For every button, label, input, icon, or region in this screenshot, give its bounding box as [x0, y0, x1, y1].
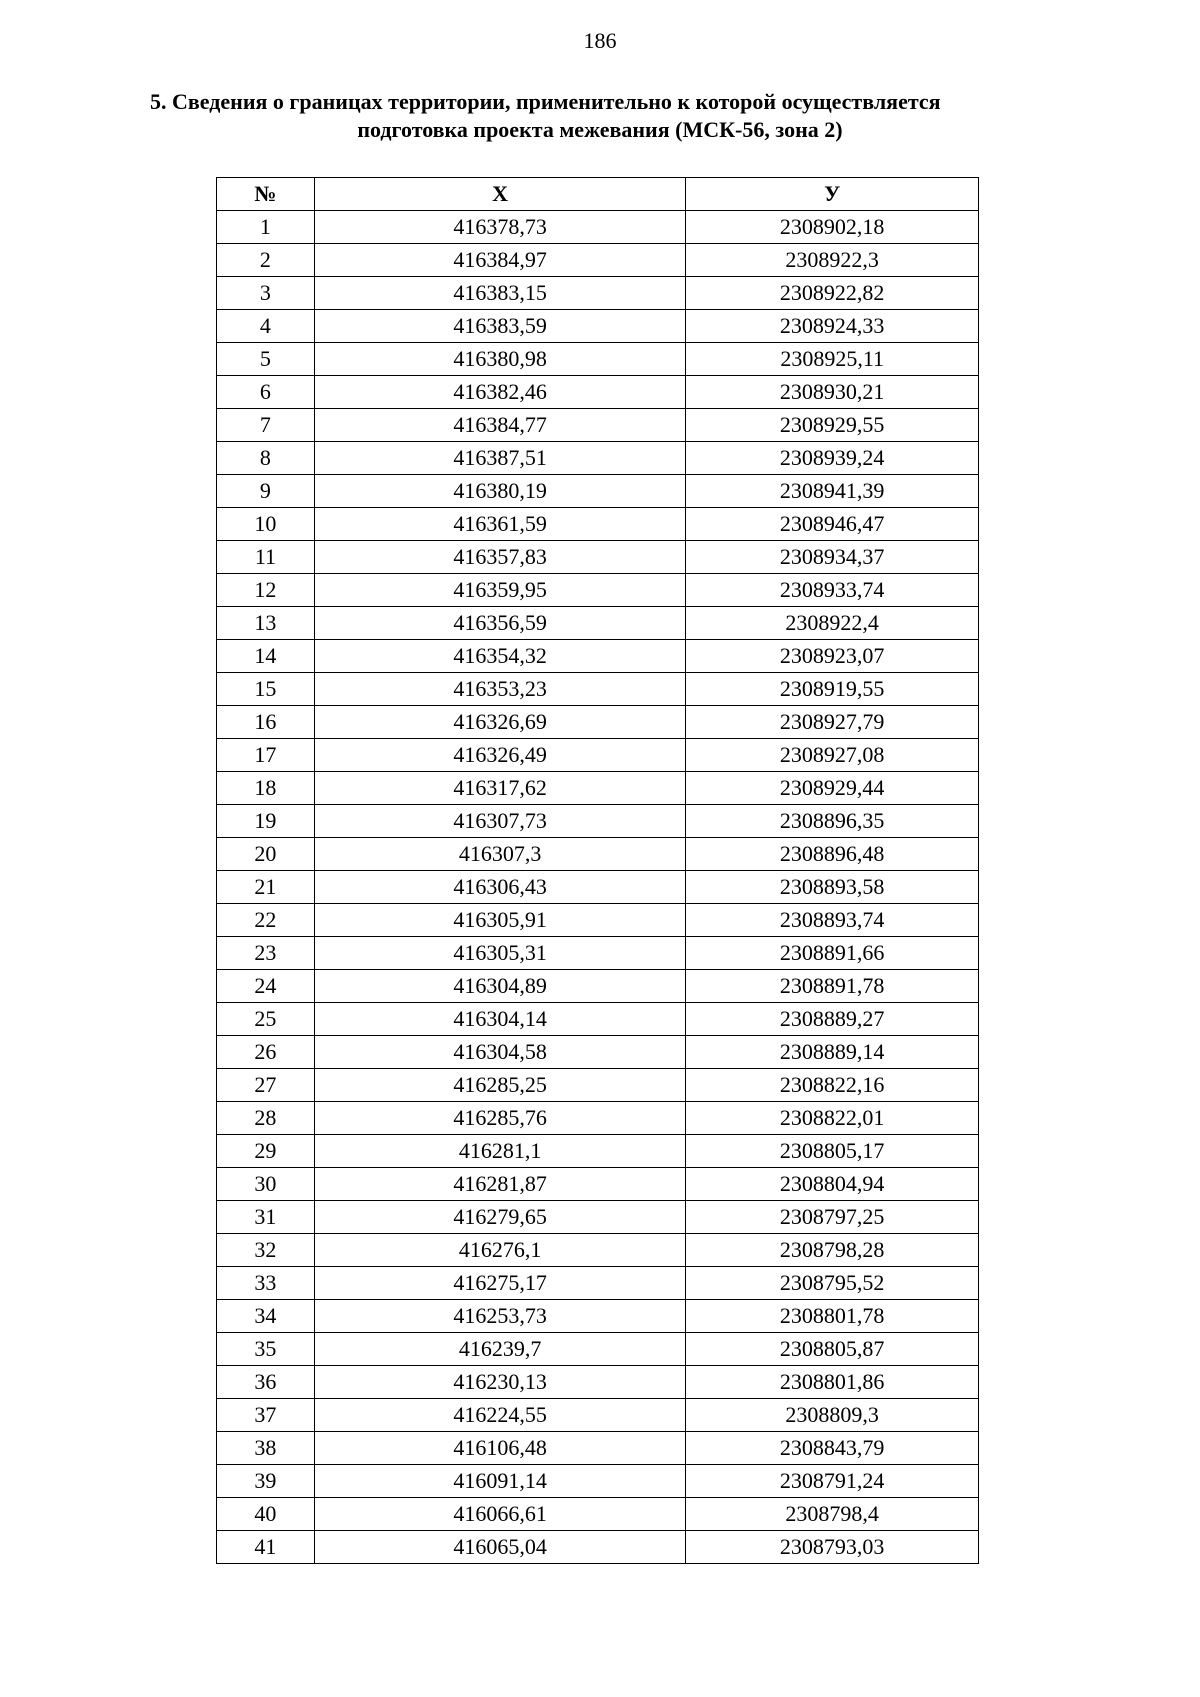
- cell-number: 17: [217, 739, 315, 772]
- cell-number: 23: [217, 937, 315, 970]
- cell-y: 2308925,11: [686, 343, 979, 376]
- table-row: [217, 640, 979, 673]
- coordinates-table: [216, 177, 979, 1564]
- cell-y: 2308791,24: [686, 1465, 979, 1498]
- cell-number: 11: [217, 541, 315, 574]
- table-row: [217, 1366, 979, 1399]
- cell-x: 416106,48: [314, 1432, 685, 1465]
- table-row: [217, 772, 979, 805]
- cell-y: 2308922,4: [686, 607, 979, 640]
- cell-y: 2308924,33: [686, 310, 979, 343]
- cell-number: 9: [217, 475, 315, 508]
- cell-x: 416304,89: [314, 970, 685, 1003]
- cell-number: 8: [217, 442, 315, 475]
- cell-y: 2308793,03: [686, 1531, 979, 1564]
- table-row: [217, 1432, 979, 1465]
- cell-number: 28: [217, 1102, 315, 1135]
- table-row: [217, 838, 979, 871]
- cell-y: 2308801,86: [686, 1366, 979, 1399]
- table-row: [217, 1267, 979, 1300]
- cell-x: 416281,1: [314, 1135, 685, 1168]
- section-heading-line-2: подготовка проекта межевания (МСК-56, зона 2): [357, 117, 843, 142]
- cell-x: 416066,61: [314, 1498, 685, 1531]
- cell-x: 416276,1: [314, 1234, 685, 1267]
- table-row: [217, 1135, 979, 1168]
- table-row: [217, 1531, 979, 1564]
- cell-x: 416304,58: [314, 1036, 685, 1069]
- cell-number: 40: [217, 1498, 315, 1531]
- cell-x: 416305,31: [314, 937, 685, 970]
- table-row: [217, 805, 979, 838]
- table-row: [217, 541, 979, 574]
- table-row: [217, 970, 979, 1003]
- cell-x: 416353,23: [314, 673, 685, 706]
- table-row: [217, 244, 979, 277]
- cell-number: 30: [217, 1168, 315, 1201]
- cell-number: 10: [217, 508, 315, 541]
- cell-y: 2308934,37: [686, 541, 979, 574]
- cell-x: 416326,69: [314, 706, 685, 739]
- cell-number: 6: [217, 376, 315, 409]
- cell-y: 2308822,01: [686, 1102, 979, 1135]
- table-row: [217, 277, 979, 310]
- table-row: [217, 1168, 979, 1201]
- cell-y: 2308801,78: [686, 1300, 979, 1333]
- cell-x: 416091,14: [314, 1465, 685, 1498]
- cell-x: 416230,13: [314, 1366, 685, 1399]
- cell-y: 2308941,39: [686, 475, 979, 508]
- table-header-row: [217, 178, 979, 211]
- table-row: [217, 607, 979, 640]
- cell-y: 2308795,52: [686, 1267, 979, 1300]
- cell-number: 29: [217, 1135, 315, 1168]
- cell-number: 21: [217, 871, 315, 904]
- column-header-number: №: [217, 178, 315, 211]
- cell-number: 33: [217, 1267, 315, 1300]
- cell-x: 416224,55: [314, 1399, 685, 1432]
- cell-number: 14: [217, 640, 315, 673]
- table-row: [217, 1201, 979, 1234]
- cell-number: 22: [217, 904, 315, 937]
- cell-number: 41: [217, 1531, 315, 1564]
- cell-x: 416304,14: [314, 1003, 685, 1036]
- column-header-x: Х: [314, 178, 685, 211]
- cell-x: 416307,3: [314, 838, 685, 871]
- table-row: [217, 673, 979, 706]
- table-row: [217, 706, 979, 739]
- cell-x: 416383,59: [314, 310, 685, 343]
- cell-number: 20: [217, 838, 315, 871]
- table-row: [217, 409, 979, 442]
- cell-x: 416383,15: [314, 277, 685, 310]
- table-row: [217, 475, 979, 508]
- cell-x: 416307,73: [314, 805, 685, 838]
- cell-x: 416326,49: [314, 739, 685, 772]
- table-row: [217, 1333, 979, 1366]
- cell-y: 2308797,25: [686, 1201, 979, 1234]
- cell-y: 2308804,94: [686, 1168, 979, 1201]
- cell-number: 35: [217, 1333, 315, 1366]
- cell-x: 416285,25: [314, 1069, 685, 1102]
- cell-x: 416380,98: [314, 343, 685, 376]
- table-row: [217, 574, 979, 607]
- cell-number: 13: [217, 607, 315, 640]
- cell-number: 2: [217, 244, 315, 277]
- cell-x: 416382,46: [314, 376, 685, 409]
- cell-y: 2308896,35: [686, 805, 979, 838]
- cell-y: 2308922,3: [686, 244, 979, 277]
- cell-y: 2308889,27: [686, 1003, 979, 1036]
- cell-number: 24: [217, 970, 315, 1003]
- cell-y: 2308929,55: [686, 409, 979, 442]
- table-row: [217, 508, 979, 541]
- cell-y: 2308939,24: [686, 442, 979, 475]
- cell-number: 34: [217, 1300, 315, 1333]
- cell-y: 2308933,74: [686, 574, 979, 607]
- cell-y: 2308902,18: [686, 211, 979, 244]
- cell-number: 12: [217, 574, 315, 607]
- cell-x: 416275,17: [314, 1267, 685, 1300]
- cell-x: 416279,65: [314, 1201, 685, 1234]
- cell-y: 2308798,28: [686, 1234, 979, 1267]
- table-row: [217, 1234, 979, 1267]
- cell-y: 2308946,47: [686, 508, 979, 541]
- table-row: [217, 937, 979, 970]
- page-number: 186: [583, 28, 617, 53]
- cell-x: 416317,62: [314, 772, 685, 805]
- table-row: [217, 1465, 979, 1498]
- table-row: [217, 1003, 979, 1036]
- table-row: [217, 442, 979, 475]
- cell-y: 2308893,58: [686, 871, 979, 904]
- cell-x: 416354,32: [314, 640, 685, 673]
- cell-x: 416065,04: [314, 1531, 685, 1564]
- cell-y: 2308809,3: [686, 1399, 979, 1432]
- cell-y: 2308889,14: [686, 1036, 979, 1069]
- cell-y: 2308922,82: [686, 277, 979, 310]
- cell-number: 36: [217, 1366, 315, 1399]
- cell-y: 2308896,48: [686, 838, 979, 871]
- cell-x: 416384,97: [314, 244, 685, 277]
- cell-number: 1: [217, 211, 315, 244]
- table-body: [217, 211, 979, 1564]
- cell-y: 2308893,74: [686, 904, 979, 937]
- cell-number: 16: [217, 706, 315, 739]
- cell-number: 18: [217, 772, 315, 805]
- cell-x: 416384,77: [314, 409, 685, 442]
- cell-number: 5: [217, 343, 315, 376]
- cell-x: 416378,73: [314, 211, 685, 244]
- table-row: [217, 376, 979, 409]
- cell-number: 15: [217, 673, 315, 706]
- cell-y: 2308798,4: [686, 1498, 979, 1531]
- table-row: [217, 1300, 979, 1333]
- table-row: [217, 343, 979, 376]
- table-row: [217, 1036, 979, 1069]
- cell-y: 2308843,79: [686, 1432, 979, 1465]
- cell-x: 416239,7: [314, 1333, 685, 1366]
- cell-number: 37: [217, 1399, 315, 1432]
- cell-y: 2308805,87: [686, 1333, 979, 1366]
- cell-y: 2308822,16: [686, 1069, 979, 1102]
- table-row: [217, 871, 979, 904]
- cell-x: 416253,73: [314, 1300, 685, 1333]
- cell-number: 25: [217, 1003, 315, 1036]
- cell-number: 19: [217, 805, 315, 838]
- cell-number: 3: [217, 277, 315, 310]
- table-row: [217, 904, 979, 937]
- cell-number: 27: [217, 1069, 315, 1102]
- cell-y: 2308930,21: [686, 376, 979, 409]
- cell-number: 39: [217, 1465, 315, 1498]
- cell-number: 26: [217, 1036, 315, 1069]
- cell-y: 2308927,79: [686, 706, 979, 739]
- cell-number: 31: [217, 1201, 315, 1234]
- cell-number: 38: [217, 1432, 315, 1465]
- table-row: [217, 211, 979, 244]
- cell-y: 2308919,55: [686, 673, 979, 706]
- section-heading-line-1: 5. Сведения о границах территории, применительно к которой осуществляется: [150, 89, 941, 114]
- cell-x: 416357,83: [314, 541, 685, 574]
- cell-y: 2308891,66: [686, 937, 979, 970]
- table-row: [217, 1069, 979, 1102]
- cell-x: 416361,59: [314, 508, 685, 541]
- cell-y: 2308805,17: [686, 1135, 979, 1168]
- cell-number: 4: [217, 310, 315, 343]
- table-row: [217, 739, 979, 772]
- cell-x: 416281,87: [314, 1168, 685, 1201]
- table-row: [217, 1399, 979, 1432]
- table-row: [217, 1102, 979, 1135]
- cell-y: 2308923,07: [686, 640, 979, 673]
- cell-x: 416380,19: [314, 475, 685, 508]
- cell-x: 416305,91: [314, 904, 685, 937]
- cell-x: 416359,95: [314, 574, 685, 607]
- table-row: [217, 310, 979, 343]
- cell-x: 416306,43: [314, 871, 685, 904]
- cell-number: 32: [217, 1234, 315, 1267]
- cell-y: 2308927,08: [686, 739, 979, 772]
- cell-x: 416356,59: [314, 607, 685, 640]
- cell-number: 7: [217, 409, 315, 442]
- cell-y: 2308891,78: [686, 970, 979, 1003]
- column-header-y: У: [686, 178, 979, 211]
- cell-y: 2308929,44: [686, 772, 979, 805]
- cell-x: 416387,51: [314, 442, 685, 475]
- cell-x: 416285,76: [314, 1102, 685, 1135]
- section-heading: [150, 88, 1050, 144]
- table-row: [217, 1498, 979, 1531]
